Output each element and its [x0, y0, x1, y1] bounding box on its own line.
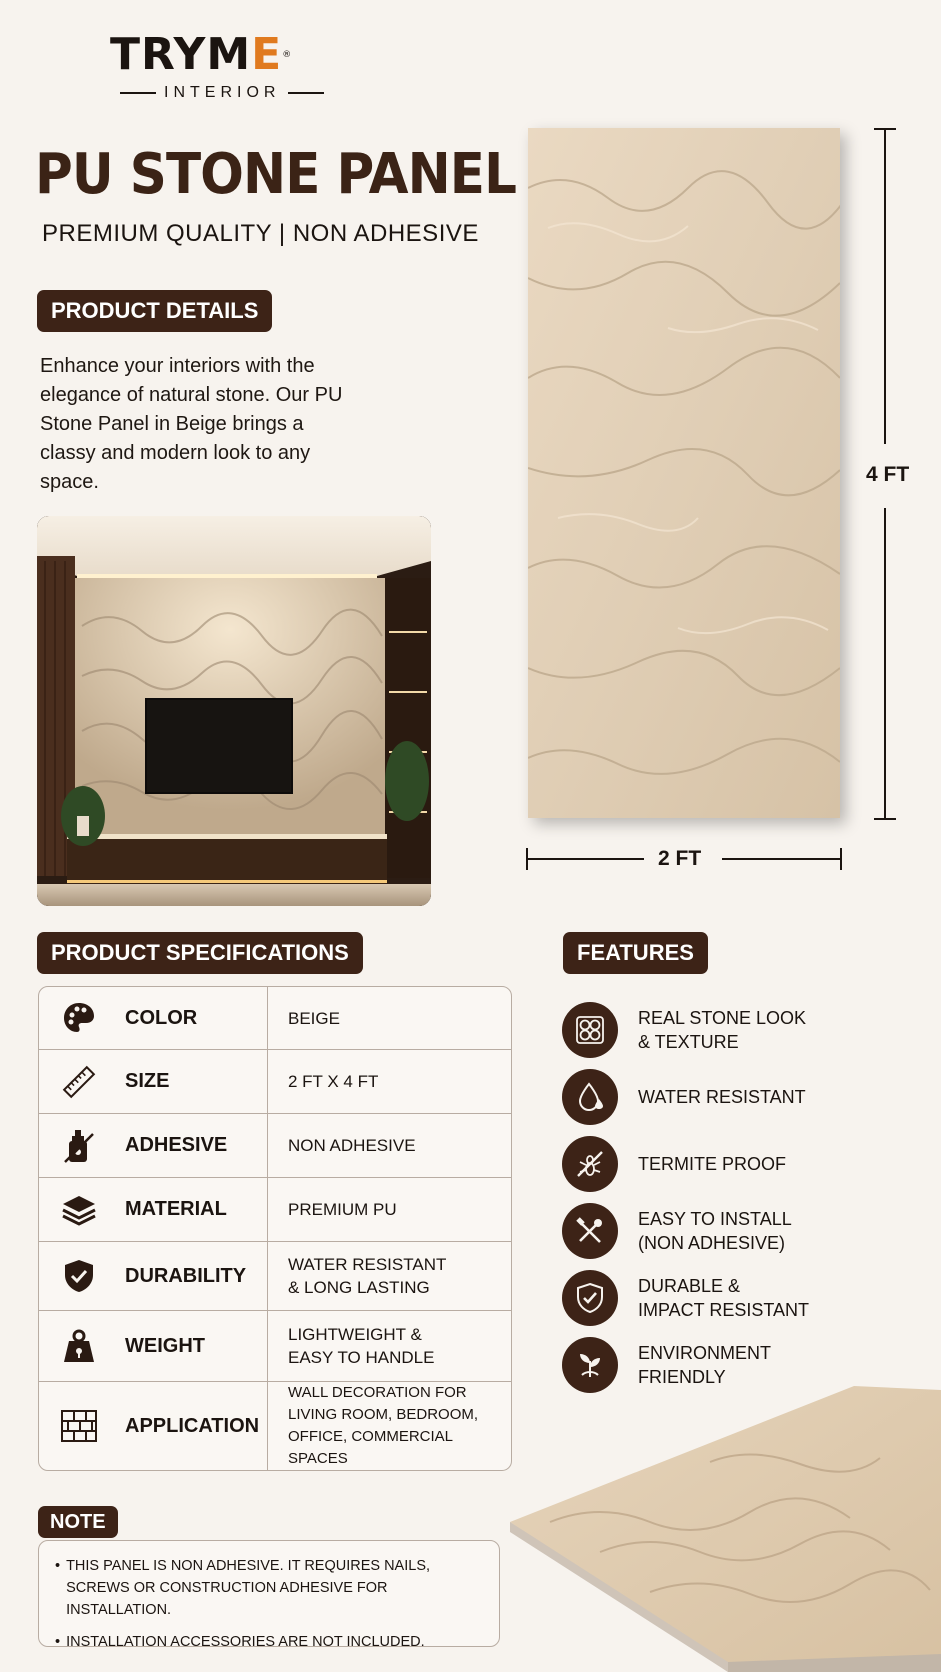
width-dim-right-tick — [840, 848, 842, 870]
room-image — [37, 516, 431, 906]
table-row — [39, 1114, 511, 1178]
height-dim-line-top — [884, 128, 886, 444]
brand-name: TRYME® — [110, 29, 293, 80]
page-title: PU STONE PANEL — [35, 142, 516, 207]
spec-value: PREMIUM PU — [288, 1200, 397, 1219]
shield-check-icon — [59, 1256, 99, 1296]
layers-icon — [59, 1190, 99, 1230]
width-dim-label: 2 FT — [658, 847, 702, 870]
palette-icon — [59, 998, 99, 1038]
features-list — [562, 996, 862, 1398]
table-row — [39, 1242, 511, 1311]
feature-label: EASY TO INSTALL (NON ADHESIVE) — [638, 1208, 792, 1253]
list-item — [562, 1130, 862, 1197]
spec-value: 2 FT X 4 FT — [288, 1072, 379, 1091]
note-heading: NOTE — [38, 1506, 118, 1538]
termite-proof-icon — [562, 1136, 618, 1192]
table-row — [39, 1382, 511, 1470]
brand-subtitle: INTERIOR — [110, 84, 360, 102]
note-box — [38, 1540, 500, 1650]
no-glue-icon — [59, 1126, 99, 1166]
stone-panel-angle-image — [510, 1382, 941, 1672]
spec-label: MATERIAL — [125, 1198, 227, 1220]
ruler-icon — [59, 1062, 99, 1102]
spec-label: SIZE — [125, 1070, 170, 1092]
product-details-heading: PRODUCT DETAILS — [37, 290, 272, 332]
spec-label: WEIGHT — [125, 1334, 205, 1357]
product-specs-heading: PRODUCT SPECIFICATIONS — [37, 932, 363, 974]
table-row — [39, 1178, 511, 1242]
list-item — [562, 1264, 862, 1331]
height-dim-line-bottom — [884, 508, 886, 818]
spec-label: COLOR — [125, 1006, 198, 1029]
feature-label: WATER RESISTANT — [638, 1086, 806, 1107]
features-heading: FEATURES — [563, 932, 708, 974]
feature-label: REAL STONE LOOK & TEXTURE — [638, 1007, 807, 1052]
brand-name-accent: E — [251, 29, 283, 80]
list-item — [562, 996, 862, 1063]
spec-value: LIGHTWEIGHT & EASY TO HANDLE — [288, 1325, 435, 1367]
table-row — [39, 1311, 511, 1382]
width-dim-line-left — [526, 858, 644, 860]
water-drop-icon — [562, 1069, 618, 1125]
table-row — [39, 1050, 511, 1114]
feature-label: ENVIRONMENT FRIENDLY — [638, 1342, 772, 1387]
brand-logo — [110, 30, 360, 102]
weight-icon — [59, 1326, 99, 1366]
spec-value: NON ADHESIVE — [288, 1136, 416, 1155]
list-item — [562, 1063, 862, 1130]
stone-panel-front-image — [528, 128, 840, 818]
spec-label: ADHESIVE — [125, 1134, 228, 1156]
spec-label: DURABILITY — [125, 1264, 247, 1287]
spec-label: APPLICATION — [125, 1414, 260, 1437]
note-item: • THIS PANEL IS NON ADHESIVE. IT REQUIRES NAILS, SCREWS OR CONSTRUCTION ADHESIVE FOR INSTALLATION. — [55, 1558, 431, 1618]
brick-wall-icon — [59, 1406, 99, 1446]
width-dim-line-right — [722, 858, 842, 860]
feature-label: DURABLE & IMPACT RESISTANT — [638, 1275, 810, 1320]
height-dim-bottom-tick — [874, 818, 896, 820]
tools-icon — [562, 1203, 618, 1259]
spec-value: WATER RESISTANT & LONG LASTING — [288, 1255, 447, 1297]
spec-value: BEIGE — [288, 1008, 340, 1028]
table-row — [39, 987, 511, 1050]
product-description: Enhance your interiors with the elegance of natural stone. Our PU Stone Panel in Beige brings a classy and modern look to any space. — [40, 355, 343, 493]
note-item: • INSTALLATION ACCESSORIES ARE NOT INCLUDED. — [55, 1634, 425, 1650]
height-dim-label: 4 FT — [866, 463, 910, 486]
specs-table — [38, 986, 512, 1471]
list-item — [562, 1197, 862, 1264]
shield-check-icon — [562, 1270, 618, 1326]
stone-texture-icon — [562, 1002, 618, 1058]
feature-label: TERMITE PROOF — [638, 1153, 786, 1174]
page-subtitle: PREMIUM QUALITY | NON ADHESIVE — [42, 220, 479, 247]
spec-value: WALL DECORATION FOR LIVING ROOM, BEDROOM, OFFICE, COMMERCIAL SPACES — [288, 1384, 479, 1467]
